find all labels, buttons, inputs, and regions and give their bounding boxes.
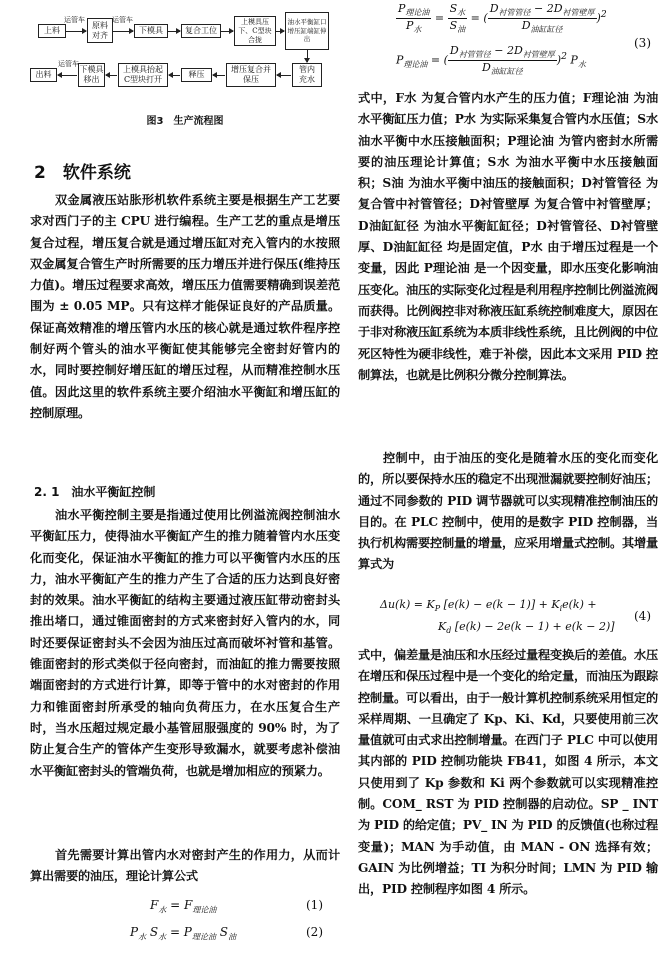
flow-node-clamp-down: 上模具压下、C型块合拢 — [234, 16, 276, 46]
flow-arrow — [168, 31, 180, 32]
equation-4a: $\Delta u(k) = K_P$ $[e(k) - e(k - 1)] + K_ie(k)$ + — [380, 598, 597, 614]
flow-label-car: 运管车 — [112, 16, 133, 24]
equation-4-number: (4) — [634, 609, 651, 623]
flow-arrow — [221, 31, 233, 32]
equation-3a: $\frac{P_{理论油}}{P_水}$ = $\frac{S_水}{S_油}$ = ( $\frac{D_{衬管管径} - 2D_{衬管壁厚}}{D_{油缸缸径}}$ )$^2$ — [398, 2, 607, 35]
equation-2: $P_水$ $S_水 = P_{理论油}$ $S_油$ — [130, 925, 236, 942]
equation-1-number: (1) — [306, 898, 323, 912]
flow-node-lift: 上模具抬起 C型块打开 — [118, 63, 168, 87]
equation-4b: $K_d$ [e(k) − 2e(k − 1) + e(k − 2)] — [438, 620, 615, 636]
flow-node-release: 释压 — [181, 68, 212, 82]
equation-1: $F_水 = F_{理论油}$ — [150, 898, 217, 915]
flow-arrow — [58, 75, 77, 76]
flow-arrow-down — [307, 50, 308, 62]
flow-arrow — [169, 75, 180, 76]
flow-arrow — [113, 31, 133, 32]
formula-intro-paragraph: 首先需要计算出管内水对密封产生的作用力，从而计算出需要的油压，理论计算公式 — [30, 848, 340, 884]
flow-label-car: 运管车 — [64, 16, 85, 24]
flow-node-composite: 复合工位 — [181, 24, 221, 38]
flow-arrow — [213, 75, 225, 76]
intro-paragraph: 双金属液压站胀形机软件系统主要是根据生产工艺要求对西门子的主 CPU 进行编程。生产工艺的重点是增压复合过程，增压复合就是通过增压缸对充入管内的水按照双金属复合管生产时所需要的压力增压并进行保压(维持压力值)。增压过程要求高效，增压压力值需要精确到误差范围为 ± 0.05 MP。只有这样才能保证良好的产品质量。保证高效精准的增压管内水压的核心就是通过软件程序控制好两个管头的油水平衡缸使其能够完全密封好管内的水，同时要控制好增压缸的增压过程，从而精准控制水压值。因此这里的软件系统主要介绍油水平衡缸和增压缸的控制原理。 — [30, 193, 340, 420]
equation-2-number: (2) — [306, 925, 323, 939]
flow-node-remove: 下模具 移出 — [78, 63, 105, 87]
flow-node-cylinder-extend: 油水平衡缸口增压缸端缸伸出 — [285, 12, 329, 50]
flow-arrow — [277, 75, 291, 76]
production-flow-chart — [30, 0, 340, 100]
flow-arrow — [106, 75, 117, 76]
flow-node-discharge: 出料 — [30, 68, 57, 82]
equation-3b: $P_{理论油}$ = ( $\frac{D_{衬管管径} - 2D_{衬管壁厚}}{D_{油缸缸径}}$ )$^2$ $P_水$ — [396, 44, 586, 77]
flow-node-align: 原料 对齐 — [87, 18, 113, 43]
flow-node-lower-mold: 下模具 — [134, 24, 168, 38]
subsection-paragraph: 油水平衡控制主要是指通过使用比例溢流阀控制油水平衡缸压力，使得油水平衡缸产生的推力随着管内水压变化而变化，保证油水平衡缸的推力可以平衡管内水压的压力，油水平衡缸产生的推力产生了合适的压力达到良好密封的效果。油水平衡缸的结构主要通过液压缸带动密封头推出堵口，通过锥面密封的方式来密封好入管内的水，同时还要保证密封头不会因为油压过高而破坏衬管和基管。锥面密封的形式类似于径向密封，而油缸的推力需要按照端面密封的方式进行计算，即等于管中的水对密封的作用力和锥面密封所承受的轴向负荷压力，在水压复合生产时，当水压超过规定最小基管屈服强度的 90% 时，为了防止复合生产的管体产生变形导致漏水，就要考虑补偿油水平衡缸密封头的管端负荷，也就是增加相应的预紧力。 — [30, 508, 340, 778]
flow-arrow — [66, 31, 86, 32]
variable-definition-paragraph: 式中，F水 为复合管内水产生的压力值；F理论油 为油水平衡缸压力值；P水 为实际采集复合管内水压值；S水 油水平衡中水压接触面积；P理论油 为管内密封水所需要的油压理论计算值；S水 为油水平衡中水压接触面积；S油 为油水平衡中油压的接触面积；D衬管管径 为复合管中衬管管径；D衬管壁厚 为复合管中衬管壁厚；D油缸缸径 为油水平衡缸缸径；D衬管管径、D衬管壁厚、D油缸缸径 均是固定值，P水 由于增压过程是一个变量，因此 P理论油 是一个因变量，即水压变化影响油压变化。油压的实际变化过程是利用程序控制比例溢流阀而获得。比例阀控非对称液压缸系统控制难度大，原因在于非对称液压缸系统为本质非线性系统，且比例阀的中位死区特性为硬非线性，难于补偿，因此本文采用 PID 控制算法，也就是比例积分微分控制算法。 — [358, 91, 658, 382]
figure-caption: 图3 生产流程图 — [146, 116, 224, 127]
section-title: 2 软件系统 — [34, 163, 131, 183]
pid-control-paragraph: 控制中，由于油压的变化是随着水压的变化而变化的，所以要保持水压的稳定不出现泄漏就要控制好油压；通过不同参数的 PID 调节器就可以实现精准控制油压的目的。在 PLC 控制中，使用的是数字 PID 控制器，当执行机构需要控制量的增量，应采用增量式控制。其增量算式为 — [358, 451, 658, 572]
flow-node-feed: 上料 — [38, 24, 66, 38]
subsection-title: 2. 1 油水平衡缸控制 — [34, 485, 156, 499]
pid-description-paragraph: 式中，偏差量是油压和水压经过量程变换后的差值。水压在增压和保压过程中是一个变化的给定量，而油压为跟踪控制量。可以看出，由于一般计算机控制系统采用恒定的采样周期、一旦确定了 Kp、Ki、Kd，只要使用前三次量值就可由式求出控制增量。在西门子 PLC 中可以使用其内部的 PID 控制功能块 FB41，如图 4 所示，本文只使用到了 Kp 参数和 Ki 两个参数就可以实现精准控制。COM_ RST 为 PID 控制器的启动位。SP _ INT 为 PID 的给定值；PV_ IN 为 PID 的反馈值(也称过程变量)；MAN 为手动值，由 MAN - ON 选择有效；GAIN 为比例增益；TI 为积分时间；LMN 为 PID 输出，PID 控制程序如图 4 所示。 — [358, 648, 658, 897]
flow-label-car: 运管车 — [58, 60, 79, 68]
flow-arrow — [276, 31, 284, 32]
flow-node-pressurize: 增压复合并 保压 — [226, 63, 276, 87]
flow-node-fill-water: 管内 充水 — [292, 63, 322, 87]
equation-3-number: (3) — [634, 36, 651, 50]
